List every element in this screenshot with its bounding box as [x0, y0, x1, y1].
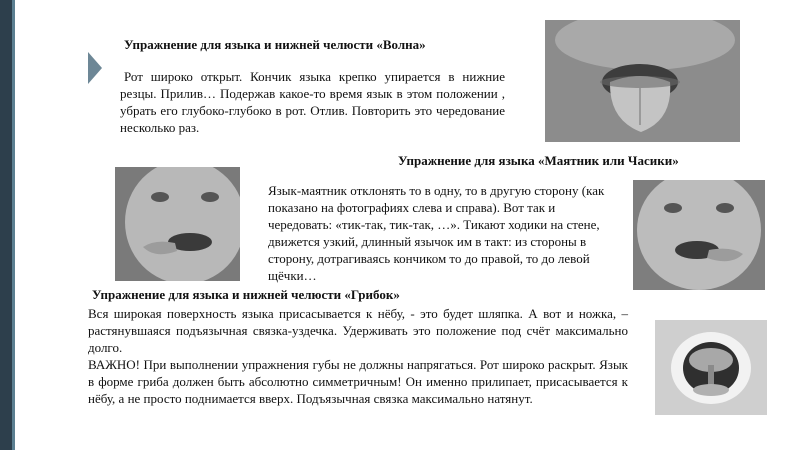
tongue-right-photo: [633, 180, 765, 290]
tongue-left-illustration: [115, 167, 240, 281]
tongue-mushroom-illustration: [655, 320, 767, 415]
tongue-wave-illustration: [545, 20, 740, 142]
mushroom-exercise-title: Упражнение для языка и нижней челюсти «Грибок»: [92, 287, 400, 302]
tongue-wave-photo: [545, 20, 740, 142]
tongue-right-illustration: [633, 180, 765, 290]
sidebar-bar: [0, 0, 12, 450]
pendulum-exercise-title: Упражнение для языка «Маятник или Часики»: [398, 153, 679, 168]
mushroom-important-note: ВАЖНО! При выполнении упражнения губы не должны напрягаться. Рот широко раскрыт. Язык в форме гриба должен быть абсолютно симметричным! Он именно прилипает, присасывается к нёбу, а не просто поднимается вверх. Подъязычная связка максимально натянут.: [88, 357, 628, 406]
tongue-mushroom-photo: [655, 320, 767, 415]
pendulum-exercise-text: Язык-маятник отклонять то в одну, то в другую сторону (как показано на фотографиях слева и справа). Вот так и чередовать: «тик-так, тик-так, …». Тикают ходики на стене, движется узкий, длинный язычок им в такт: из стороны в сторону, дотрагиваясь кончиком то до правой, то до левой щёчки…: [268, 183, 605, 283]
wave-exercise-title: Упражнение для языка и нижней челюсти «Волна»: [124, 37, 426, 52]
tongue-left-photo: [115, 167, 240, 281]
wave-exercise-text: Рот широко открыт. Кончик языка крепко упирается в нижние резцы. Прилив… Подержав какое-то время язык в этом положении , убрать его глубоко-глубоко в рот. Отлив. Повторить это чередование несколько раз.: [120, 69, 505, 135]
mushroom-exercise-text: Вся широкая поверхность языка присасывается к нёбу, - это будет шляпка. А вот и ножка, – растянувшаяся подъязычная связка-уздечка. Удерживать это положение под счёт максимально долго.: [88, 306, 628, 355]
sidebar-accent-line: [12, 0, 15, 450]
arrow-icon: [88, 52, 102, 84]
